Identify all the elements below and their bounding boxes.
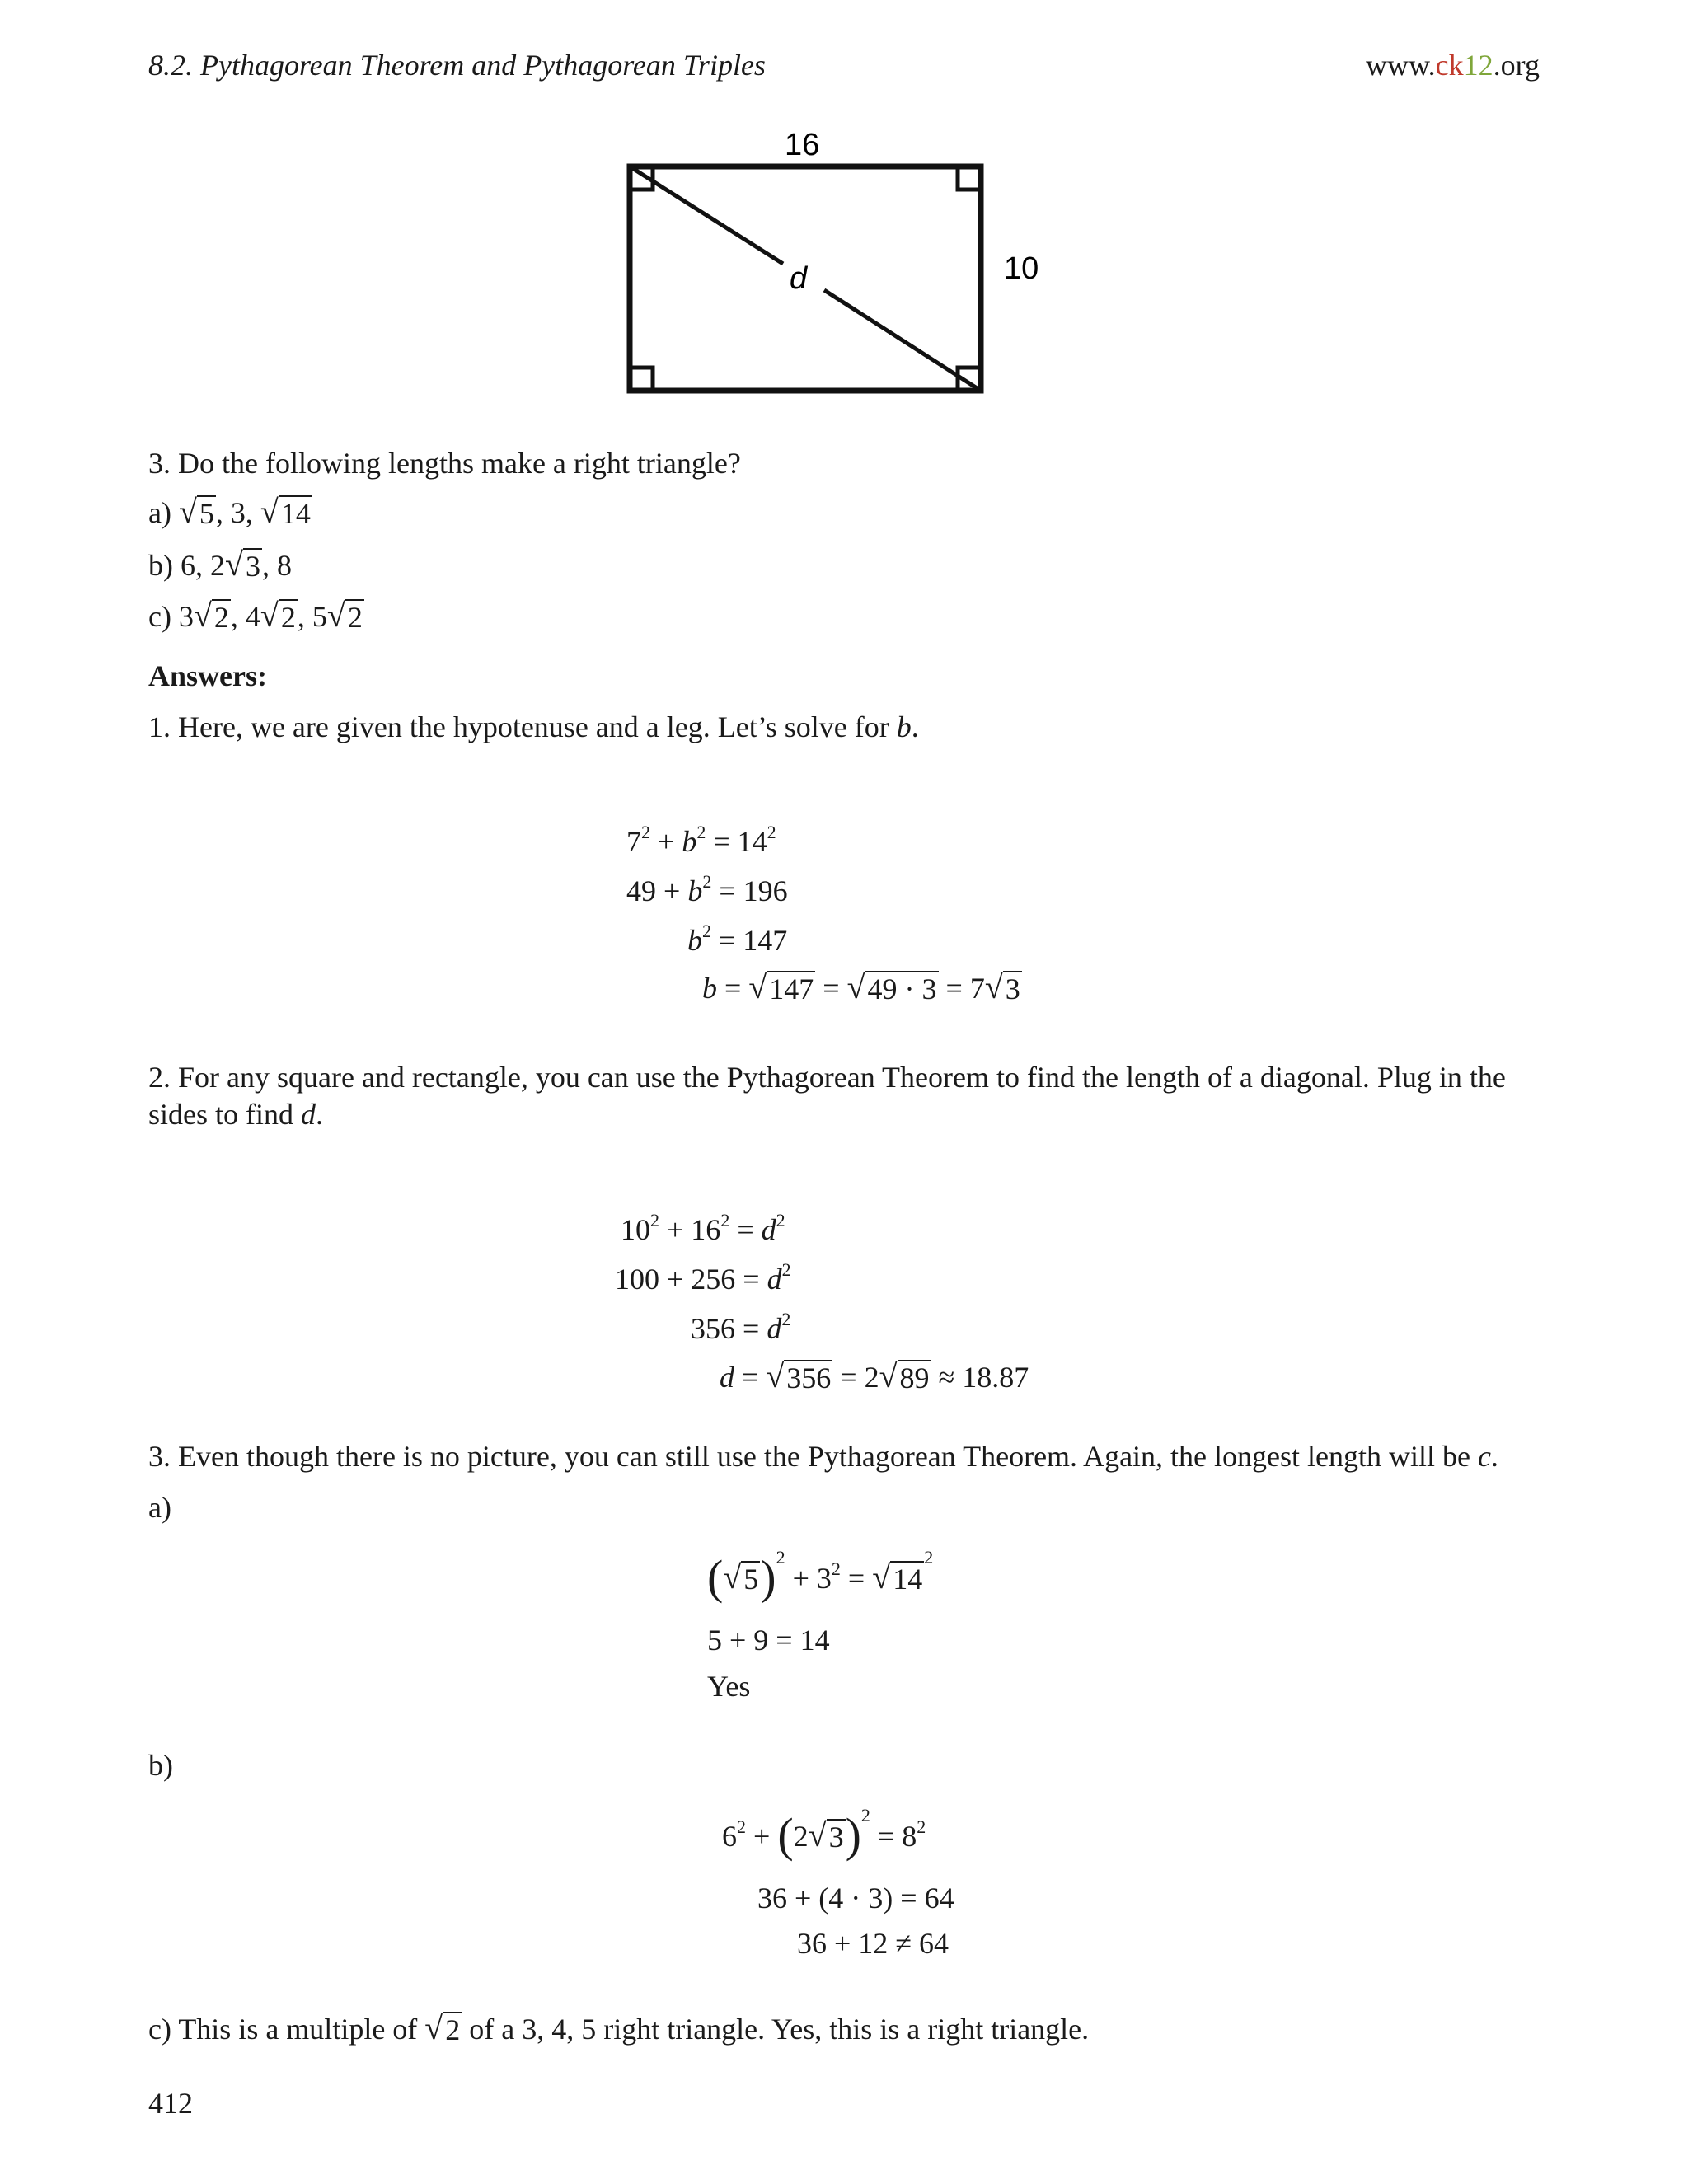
section-header: 8.2. Pythagorean Theorem and Pythagorean Triples <box>148 49 766 82</box>
answers-heading: Answers: <box>148 659 267 692</box>
eq2-line4: d = √ 356 = 2 √ 89 ≈ 18.87 <box>720 1357 1029 1394</box>
eq1-line3: $b^2 = 147$ <box>687 921 788 957</box>
rectangle-diagram <box>610 115 1071 404</box>
eq1-line2: $49 + b^2 = 196$ <box>626 871 788 907</box>
label-d: d <box>790 261 808 296</box>
answer-3b-label: b) <box>148 1749 173 1782</box>
right-angle-bottom-left <box>630 368 653 391</box>
question-3c: c) 3 √ 2 , 4 √ 2 , 5 √ 2 <box>148 597 363 634</box>
site-url[interactable]: www.ck12.org <box>1366 49 1540 82</box>
eq3b-line1: $6^2 + (2$ √ 3 )$^2 = 8^2$ <box>722 1805 926 1862</box>
eq3b-line3: 36 + 12 ≠ 64 <box>797 1927 950 1960</box>
answer-1-text: 1. Here, we are given the hypotenuse and a leg. Let’s solve for b. <box>148 710 919 743</box>
right-angle-top-right <box>958 166 981 190</box>
label-16: 16 <box>785 128 820 162</box>
answer-2-line1: 2. For any square and rectangle, you can use the Pythagorean Theorem to find the length of a diagonal. Plug in the <box>148 1061 1506 1094</box>
eq3a-line2: 5 + 9 = 14 <box>707 1624 830 1657</box>
eq1-line1: $7^2 + b^2 = 14^2$ <box>626 822 776 858</box>
eq1-line4: b = √ 147 = √ 49 · 3 = 7 √ 3 <box>702 968 1020 1005</box>
page-number: 412 <box>148 2087 193 2120</box>
eq3b-line2: 36 + (4 · 3) = 64 <box>757 1882 954 1915</box>
eq2-line2: $100 + 256 = d^2$ <box>615 1259 791 1296</box>
question-3-prompt: 3. Do the following lengths make a right triangle? <box>148 447 741 480</box>
eq2-line3: $356 = d^2$ <box>691 1309 791 1345</box>
answer-3-text: 3. Even though there is no picture, you can still use the Pythagorean Theorem. Again, the longest length will be c. <box>148 1440 1498 1473</box>
question-3a: a) √ 5 , 3, √ 14 <box>148 493 311 530</box>
answer-2-line2: sides to find d. <box>148 1098 323 1131</box>
eq3a-line1: ( √ 5 )$^2 + 3^2$ = √ 14 $^2$ <box>707 1547 934 1604</box>
answer-3a-label: a) <box>148 1491 171 1524</box>
question-3b: b) 6, 2 √ 3 , 8 <box>148 546 292 583</box>
label-10: 10 <box>1004 251 1039 286</box>
eq3a-line3: Yes <box>707 1670 751 1703</box>
eq2-line1: $10^2 + 16^2 = d^2$ <box>621 1210 785 1246</box>
answer-3c-text: c) This is a multiple of √ 2 of a 3, 4, 5 right triangle. Yes, this is a right triangle. <box>148 2009 1090 2046</box>
